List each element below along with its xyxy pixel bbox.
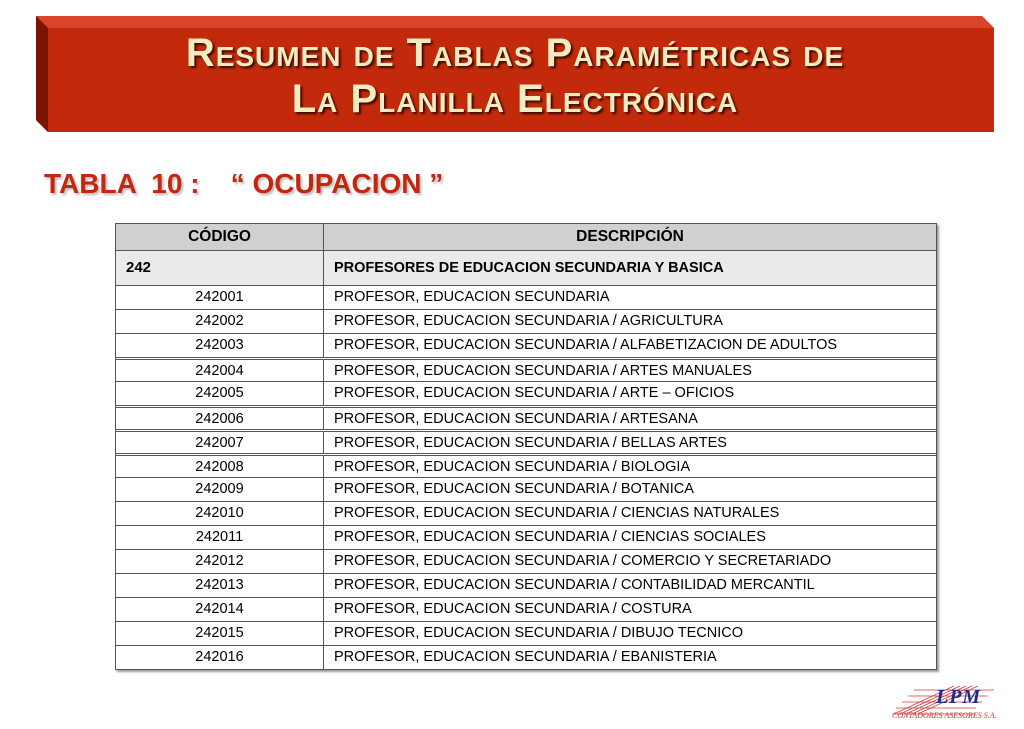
row-code: 242012 xyxy=(116,550,324,573)
table-group-row xyxy=(116,250,936,285)
row-description: PROFESOR, EDUCACION SECUNDARIA / COSTURA xyxy=(334,601,692,617)
row-code: 242013 xyxy=(116,574,324,597)
table-row xyxy=(116,477,936,501)
row-code: 242003 xyxy=(116,334,324,357)
row-code: 242002 xyxy=(116,310,324,333)
title-banner xyxy=(36,16,994,132)
row-description: PROFESOR, EDUCACION SECUNDARIA / CIENCIAS SOCIALES xyxy=(334,529,766,545)
table-row xyxy=(116,405,936,429)
table-row xyxy=(116,573,936,597)
row-description: PROFESOR, EDUCACION SECUNDARIA / ARTE – OFICIOS xyxy=(334,385,735,401)
logo-name: LPM xyxy=(936,686,982,708)
row-description: PROFESOR, EDUCACION SECUNDARIA / BOTANICA xyxy=(334,481,694,497)
row-code: 242008 xyxy=(116,456,324,477)
logo-tagline: CONTADORES ASESORES S.A. xyxy=(892,711,997,720)
table-row xyxy=(116,621,936,645)
row-code: 242016 xyxy=(116,646,324,669)
table-row xyxy=(116,333,936,357)
table-row xyxy=(116,597,936,621)
header-description: DESCRIPCIÓN xyxy=(576,228,684,245)
page-title xyxy=(60,30,970,122)
table-row xyxy=(116,429,936,453)
row-description: PROFESOR, EDUCACION SECUNDARIA / BELLAS ARTES xyxy=(334,435,727,451)
row-description: PROFESOR, EDUCACION SECUNDARIA xyxy=(334,289,610,305)
table-row xyxy=(116,357,936,381)
table-row xyxy=(116,381,936,405)
row-description: PROFESOR, EDUCACION SECUNDARIA / CIENCIAS NATURALES xyxy=(334,505,780,521)
table-row xyxy=(116,453,936,477)
table-heading: TABLA 10 : “ OCUPACION ” xyxy=(44,168,444,199)
row-code: 242001 xyxy=(116,286,324,309)
row-code: 242006 xyxy=(116,408,324,429)
group-description: PROFESORES DE EDUCACION SECUNDARIA Y BASICA xyxy=(334,260,724,276)
row-code: 242005 xyxy=(116,382,324,405)
row-description: PROFESOR, EDUCACION SECUNDARIA / COMERCIO Y SECRETARIADO xyxy=(334,553,832,569)
row-code: 242007 xyxy=(116,432,324,453)
table-row xyxy=(116,285,936,309)
title-line-1: Resumen de Tablas Paramétricas de xyxy=(185,31,845,75)
title-line-2: La Planilla Electrónica xyxy=(291,77,739,121)
row-code: 242014 xyxy=(116,598,324,621)
row-description: PROFESOR, EDUCACION SECUNDARIA / ARTESANA xyxy=(334,411,698,427)
table-row xyxy=(116,501,936,525)
table-header-row xyxy=(116,224,936,250)
row-code: 242004 xyxy=(116,360,324,381)
row-description: PROFESOR, EDUCACION SECUNDARIA / DIBUJO TECNICO xyxy=(334,625,744,641)
row-description: PROFESOR, EDUCACION SECUNDARIA / ARTES MANUALES xyxy=(334,363,752,379)
row-description: PROFESOR, EDUCACION SECUNDARIA / AGRICULTURA xyxy=(334,313,723,329)
table-row xyxy=(116,525,936,549)
table-row xyxy=(116,549,936,573)
row-code: 242011 xyxy=(116,526,324,549)
table-row xyxy=(116,645,936,669)
row-description: PROFESOR, EDUCACION SECUNDARIA / ALFABETIZACION DE ADULTOS xyxy=(334,337,838,353)
table-row xyxy=(116,309,936,333)
row-code: 242010 xyxy=(116,502,324,525)
header-code: CÓDIGO xyxy=(116,224,324,250)
row-code: 242009 xyxy=(116,478,324,501)
row-description: PROFESOR, EDUCACION SECUNDARIA / BIOLOGIA xyxy=(334,459,691,475)
row-description: PROFESOR, EDUCACION SECUNDARIA / CONTABILIDAD MERCANTIL xyxy=(334,577,815,593)
row-description: PROFESOR, EDUCACION SECUNDARIA / EBANISTERIA xyxy=(334,649,717,665)
group-code: 242 xyxy=(116,251,324,285)
occupation-table xyxy=(115,223,937,670)
company-logo xyxy=(892,684,1004,724)
row-code: 242015 xyxy=(116,622,324,645)
